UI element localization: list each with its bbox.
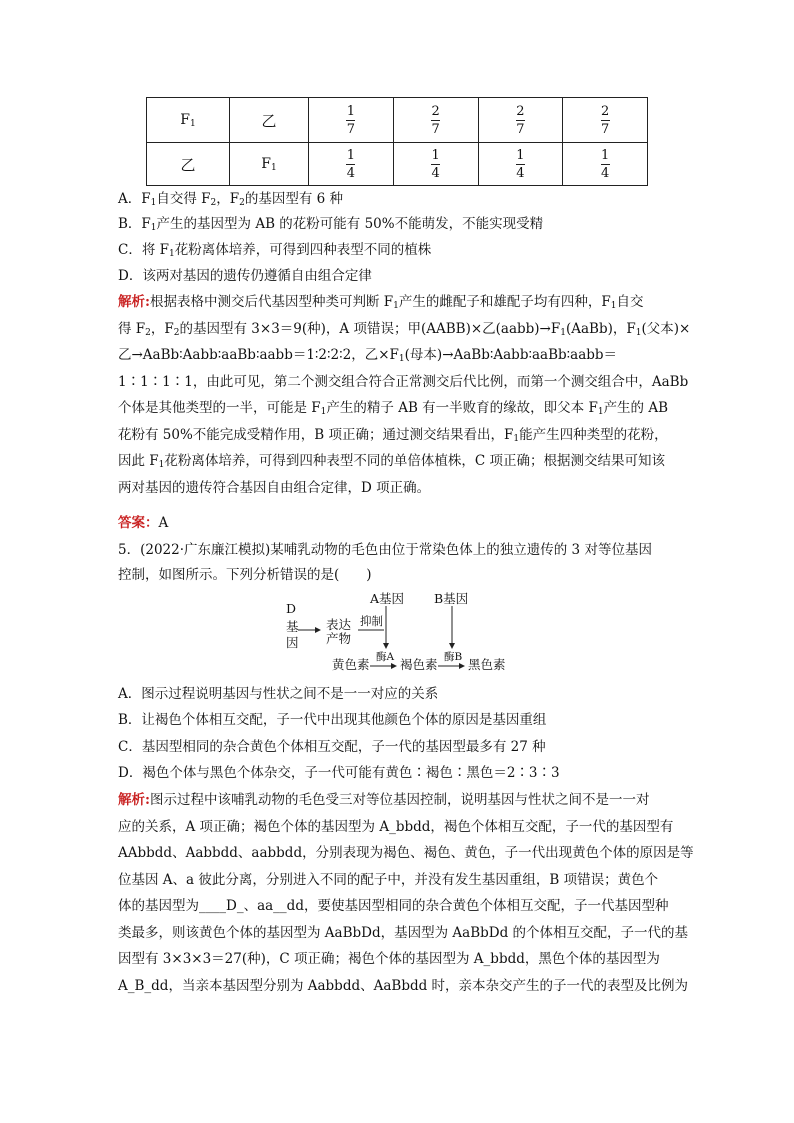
table-cell-parent-b: 乙 <box>230 98 309 143</box>
q5-option-a: A．图示过程说明基因与性状之间不是一一对应的关系 <box>118 686 439 702</box>
genotype-table <box>146 97 648 186</box>
a-gene-label: A基因 <box>370 591 405 606</box>
q4-analysis: 解析:根据表格中测交后代基因型种类可判断 $F_1$产生的雌配子和雄配子均有四种，$F_1$自交 得 $F_2$，$F_2$的基因型有 3×3＝9(种)，A 项错误；甲(AABB)×乙$(aabb)\to F_1(AaBb)$，$F_1$(父本)× 乙→AaBb∶Aabb∶aaBb∶aabb＝1∶2∶2∶2，乙$\times F_1$(母本)→AaBb∶Aabb∶aaBb∶aabb＝ 1∶1∶1∶1，由此可见，第二个测交组合符合正常测交后代比例，而第一个测交组合中，AaBb 个体是其他类型的一半，可能是 $F_1$产生的精子 AB 有一半败育的缘故，即父本 $F_1$产生的 AB 花粉有 50%不能完成受精作用，B 项正确；通过测交结果看出，$F_1$能产生四种类型的花粉， 因此 $F_1$花粉离体培养，可得到四种表型不同的单倍体植株，C 项正确；根据测交结果可知该 两对基因的遗传符合基因自由组合定律，D 项正确。 <box>118 294 691 496</box>
pigment-pathway-diagram <box>280 592 520 678</box>
enzyme-a-label: 酶A <box>376 651 395 663</box>
inhibit-label: 抑制 <box>360 614 383 628</box>
table-cell-value: $\frac{2}{7}$ <box>393 98 478 143</box>
q4-answer <box>118 513 168 533</box>
q5-option-d: D．褐色个体与黑色个体杂交，子一代可能有黄色∶褐色∶黑色＝2∶3∶3 <box>118 765 560 781</box>
d-gene-label: 因 <box>286 635 299 650</box>
table-cell-parent-a: 乙 <box>147 143 230 186</box>
table-cell-value: $\frac{1}{4}$ <box>309 143 394 186</box>
analysis-label: 解析: <box>118 792 150 808</box>
table-cell-parent-a: $F_1$ <box>147 98 230 143</box>
product-label: 产物 <box>326 631 352 646</box>
q5-stem-line-2: 控制，如图所示。下列分析错误的是( ) <box>118 567 372 583</box>
answer-value: A <box>158 515 169 531</box>
q5-option-c: C．基因型相同的杂合黄色个体相互交配，子一代的基因型最多有 27 种 <box>118 739 546 755</box>
q4-option-d: D．该两对基因的遗传仍遵循自由组合定律 <box>118 268 372 284</box>
table-cell-parent-b: $F_1$ <box>230 143 309 186</box>
enzyme-b-label: 酶B <box>444 651 463 663</box>
q4-option-b: B．$F_1$产生的基因型为 AB 的花粉可能有 50%不能萌发，不能实现受精 <box>118 216 544 233</box>
q5-analysis: 解析:图示过程中该哺乳动物的毛色受三对等位基因控制，说明基因与性状之间不是一一对 应的关系，A 项正确；褐色个体的基因型为 A_bbdd，褐色个体相互交配，子一代的基因型有 AAbbdd、Aabbdd、aabbdd，分别表现为褐色、褐色、黄色，子一代出现黄色个体的原因是等 位基因 A、a 彼此分离，分别进入不同的配子中，并没有发生基因重组，B 项错误；黄色个 体的基因型为____D_、aa__dd，要使基因型相同的杂合黄色个体相互交配，子一代基因型种 类最多，则该黄色个体的基因型为 AaBbDd，基因型为 AaBbDd 的个体相互交配，子一代的基 因型有 3×3×3＝27(种)，C 项正确；褐色个体的基因型为 A_bbdd，黑色个体的基因型为 A_B_dd，当亲本基因型分别为 Aabbdd、AaBbdd 时，亲本杂交产生的子一代的表型及比例为 <box>118 792 694 994</box>
q5-option-b: B．让褐色个体相互交配，子一代中出现其他颜色个体的原因是基因重组 <box>118 712 547 728</box>
b-gene-label: B基因 <box>434 591 469 606</box>
table-cell-value: $\frac{1}{4}$ <box>393 143 478 186</box>
answer-label: 答案： <box>118 515 159 531</box>
yellow-pigment-label: 黄色素 <box>332 657 370 672</box>
table-cell-value: $\frac{1}{7}$ <box>309 98 394 143</box>
d-gene-label: 基 <box>286 619 299 634</box>
d-gene-label: D <box>286 601 297 616</box>
express-label: 表达 <box>326 617 352 632</box>
table-cell-value: $\frac{1}{4}$ <box>478 143 563 186</box>
table-row <box>147 143 648 186</box>
q5-stem-line-1: 5．(2022·广东廉江模拟)某哺乳动物的毛色由位于常染色体上的独立遗传的 3 对等位基因 <box>118 542 652 558</box>
q4-option-a: A．$F_1$自交得 $F_2$，$F_2$的基因型有 6 种 <box>118 191 344 208</box>
table-cell-value: $\frac{2}{7}$ <box>478 98 563 143</box>
table-cell-value: $\frac{2}{7}$ <box>563 98 648 143</box>
black-pigment-label: 黑色素 <box>468 657 506 672</box>
table-row <box>147 98 648 143</box>
brown-pigment-label: 褐色素 <box>400 657 438 672</box>
q4-option-c: C．将 $F_1$花粉离体培养，可得到四种表型不同的植株 <box>118 242 432 259</box>
table-cell-value: $\frac{1}{4}$ <box>563 143 648 186</box>
analysis-label: 解析: <box>118 294 150 310</box>
